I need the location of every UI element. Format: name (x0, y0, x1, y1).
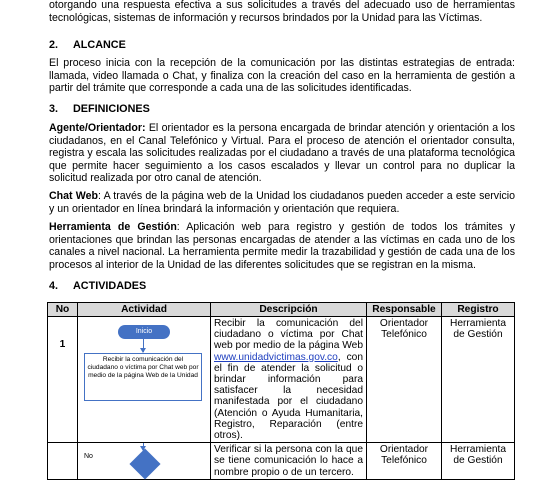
definition-text: : Aplicación web para registro y gestión de todos los trámites y orientaciones que brindan las personas encargadas de atender a las víctimas en cada uno de los canales a nivel nacional. La herramienta permite medir la trazabilidad y gestión de cada una de los procesos al interior de la Unidad de las diferentes solicitudes que se registran en la misma. (49, 221, 515, 271)
flow-process-box: Recibir la comunicación del ciudadano o víctima por Chat web por medio de la página Web de la Unidad (84, 353, 202, 401)
table-header-row (48, 303, 515, 317)
definition-term: Chat Web (49, 190, 98, 202)
flow-no-label: No (84, 453, 93, 461)
flow-start-terminal: Inicio (118, 325, 170, 339)
activities-table (47, 302, 515, 480)
intro-paragraph: otorgando una respuesta efectiva a sus solicitudes a través del adecuado uso de herramientas tecnológicas, sistemas de información y recursos brindados por la Unidad para las Víctimas. (49, 0, 515, 24)
section-title: ALCANCE (73, 39, 126, 51)
section-title: ACTIVIDADES (73, 280, 147, 292)
header-no: No (48, 303, 78, 317)
section-number: 3. (49, 103, 59, 115)
row-number (48, 443, 78, 480)
row-number: 1 (48, 317, 78, 443)
flow-arrow (143, 339, 144, 352)
section-title: DEFINICIONES (73, 103, 150, 115)
description-text: Recibir la comunicación del ciudadano o víctima por Chat web por medio de la página Web (214, 318, 363, 352)
flow-decision-diamond (129, 449, 160, 480)
flowchart (78, 443, 210, 473)
registro-cell: Herramienta de Gestión (442, 443, 515, 480)
responsable-cell: Orientador Telefónico (367, 317, 442, 443)
section-number: 2. (49, 39, 59, 51)
registro-cell: Herramienta de Gestión (442, 317, 515, 443)
description-cell (211, 317, 367, 443)
header-actividad: Actividad (78, 303, 211, 317)
definition-term: Herramienta de Gestión (49, 221, 177, 233)
definition-herramienta (49, 221, 515, 271)
responsable-cell: Orientador Telefónico (367, 443, 442, 480)
header-responsable: Responsable (367, 303, 442, 317)
website-link[interactable]: www.unidadvictimas.gov.co (214, 351, 338, 363)
flowchart (78, 317, 210, 403)
header-registro: Registro (442, 303, 515, 317)
definition-text: : A través de la página web de la Unidad los ciudadanos pueden acceder a este servicio y un orientador en línea brindará la información y orientación que requiera. (49, 190, 515, 215)
table-row (48, 317, 515, 443)
header-descripcion: Descripción (211, 303, 367, 317)
definition-text: El orientador es la persona encargada de brindar atención y orientación a los ciudadanos, en el Canal Telefónico y Virtual. Para el proceso de atención el orientador consulta, registra y escala las solicitudes realizadas por el ciudadano a través de una plataforma tecnológica que permite hacer seguimiento a los casos escalados y llevar un control para no duplicar la solicitud realizada por otro canal de atención. (49, 122, 515, 185)
description-text: , con el fin de atender la solicitud o brindar información para satisfacer la necesidad manifestada por el ciudadano (Atención o Ayuda Humanitaria, Registro, Reparación (entre otros). (214, 351, 363, 442)
activity-flow-cell (78, 443, 211, 480)
description-cell: Verificar si la persona con la que se tiene comunicación lo hace a nombre propio o de un tercero. (211, 443, 367, 480)
section-heading-definiciones (49, 103, 150, 115)
table-row (48, 443, 515, 480)
alcance-paragraph: El proceso inicia con la recepción de la comunicación por las distintas estrategias de entrada: llamada, video llamada o Chat, y finaliza con la creación del caso en la herramienta de gestión a partir del trámite que corresponde a cada una de las solicitudes identificadas. (49, 57, 515, 95)
definition-chat-web (49, 190, 515, 215)
definition-agente (49, 122, 515, 185)
activity-flow-cell (78, 317, 211, 443)
section-heading-alcance (49, 39, 126, 51)
section-number: 4. (49, 280, 59, 292)
definition-term: Agente/Orientador: (49, 122, 146, 134)
section-heading-actividades (49, 280, 146, 292)
